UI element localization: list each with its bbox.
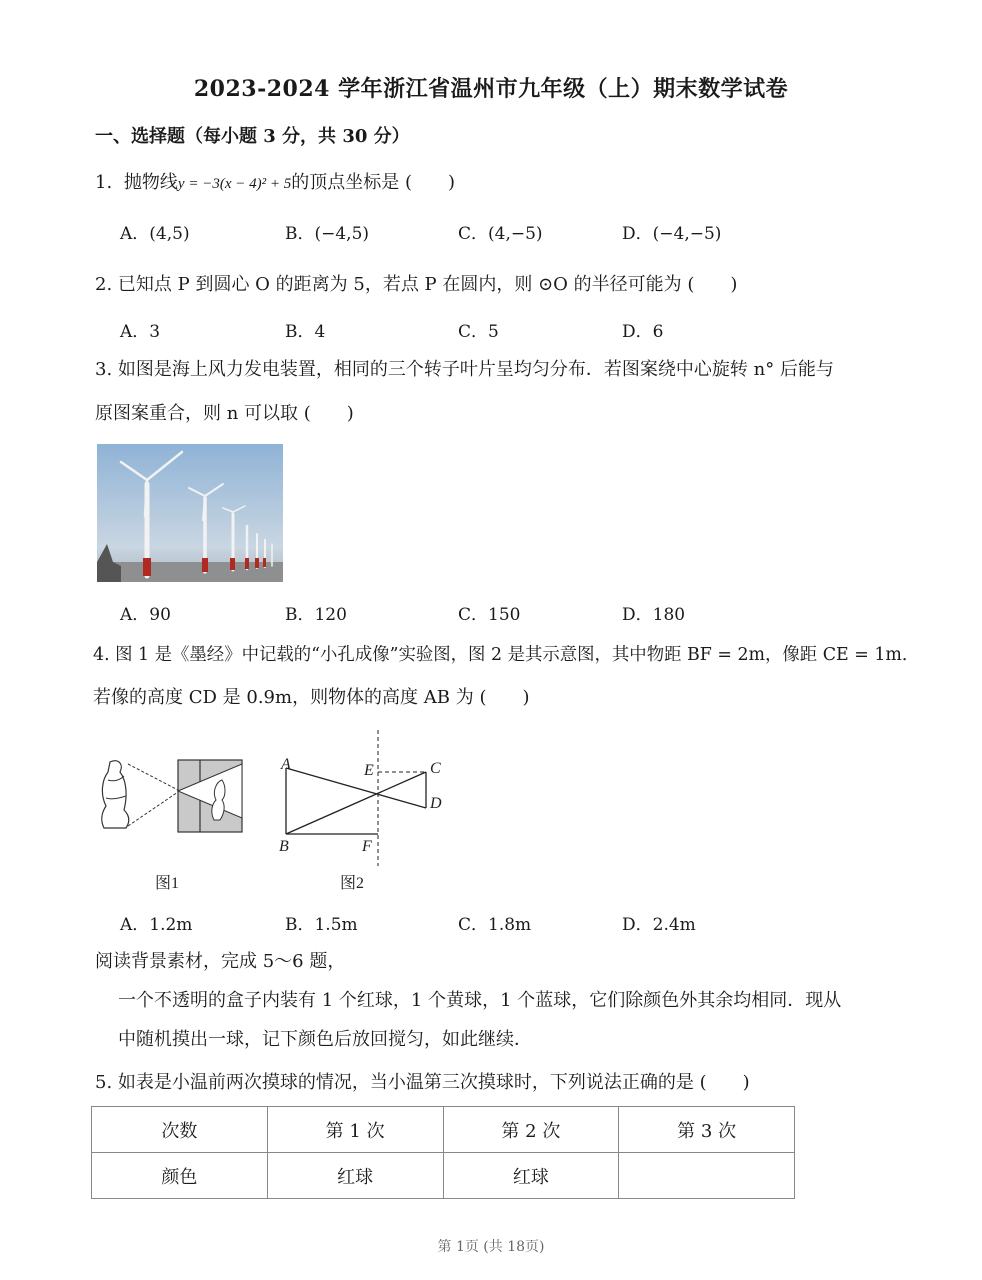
section-heading: 一、选择题（每小题 3 分，共 30 分）: [95, 126, 410, 147]
table-cell: 红球: [443, 1153, 619, 1199]
q1-number: 1.: [95, 172, 113, 193]
q1-prefix: 抛物线: [123, 172, 178, 193]
q1-suffix: 的顶点坐标是 ( ): [291, 172, 455, 193]
question-3-line-1: 3. 如图是海上风力发电装置，相同的三个转子叶片呈均匀分布．若图案绕中心旋转 n° 后能与: [95, 359, 834, 380]
question-3-line-2: 原图案重合，则 n 可以取 ( ): [95, 403, 354, 424]
draw-record-table: [91, 1106, 795, 1199]
figure-2-caption: 图2: [340, 875, 365, 892]
page-title: 2023-2024 学年浙江省温州市九年级（上）期末数学试卷: [193, 76, 789, 102]
table-cell: 第 2 次: [443, 1107, 619, 1153]
figure-1-pinhole-experiment: [90, 750, 250, 840]
q4-option-a: A．1.2m: [120, 915, 193, 935]
point-a-label: A: [281, 756, 291, 773]
question-1: [95, 168, 455, 194]
q2-option-b: B．4: [285, 322, 326, 342]
q2-option-a: A．3: [120, 322, 161, 342]
question-4-line-2: 若像的高度 CD 是 0.9m，则物体的高度 AB 为 ( ): [93, 687, 530, 708]
page-footer: 第 1页 (共 18页): [437, 1239, 545, 1255]
point-b-label: B: [279, 838, 289, 855]
question-5: 5. 如表是小温前两次摸球的情况，当小温第三次摸球时，下列说法正确的是 ( ): [95, 1072, 750, 1093]
q1-formula: y = −3(x − 4)² + 5: [177, 176, 292, 192]
reading-line-2: 中随机摸出一球，记下颜色后放回搅匀，如此继续．: [118, 1029, 532, 1050]
table-cell: 颜色: [92, 1153, 268, 1199]
table-cell: 次数: [92, 1107, 268, 1153]
q1-option-a: A．(4,5): [120, 224, 190, 244]
q1-option-c: C．(4,−5): [458, 224, 543, 244]
question-2: 2. 已知点 P 到圆心 O 的距离为 5，若点 P 在圆内，则 ⊙O 的半径可能为 ( ): [95, 274, 738, 295]
wind-turbine-photo: [97, 444, 283, 582]
q3-option-d: D．180: [622, 605, 686, 625]
q4-option-d: D．2.4m: [622, 915, 696, 935]
table-header-row: [92, 1107, 795, 1153]
point-c-label: C: [430, 760, 441, 777]
q4-option-c: C．1.8m: [458, 915, 532, 935]
q2-option-c: C．5: [458, 322, 499, 342]
point-e-label: E: [364, 762, 374, 779]
figure-1-caption: 图1: [155, 875, 180, 892]
table-cell: [619, 1153, 795, 1199]
table-cell: 红球: [267, 1153, 443, 1199]
point-d-label: D: [430, 795, 442, 812]
q3-option-a: A．90: [120, 605, 171, 625]
point-f-label: F: [362, 838, 372, 855]
table-row: [92, 1153, 795, 1199]
q1-option-d: D．(−4,−5): [622, 224, 722, 244]
q3-option-c: C．150: [458, 605, 521, 625]
reading-intro: 阅读背景素材，完成 5～6 题，: [95, 951, 346, 972]
q2-option-d: D．6: [622, 322, 664, 342]
q3-option-b: B．120: [285, 605, 347, 625]
question-4-line-1: 4. 图 1 是《墨经》中记载的“小孔成像”实验图，图 2 是其示意图，其中物距 BF = 2m，像距 CE = 1m．: [93, 645, 920, 665]
q1-option-b: B．(−4,5): [285, 224, 370, 244]
q4-option-b: B．1.5m: [285, 915, 358, 935]
table-cell: 第 3 次: [619, 1107, 795, 1153]
table-cell: 第 1 次: [267, 1107, 443, 1153]
reading-line-1: 一个不透明的盒子内装有 1 个红球，1 个黄球，1 个蓝球，它们除颜色外其余均相同．现从: [118, 990, 842, 1011]
